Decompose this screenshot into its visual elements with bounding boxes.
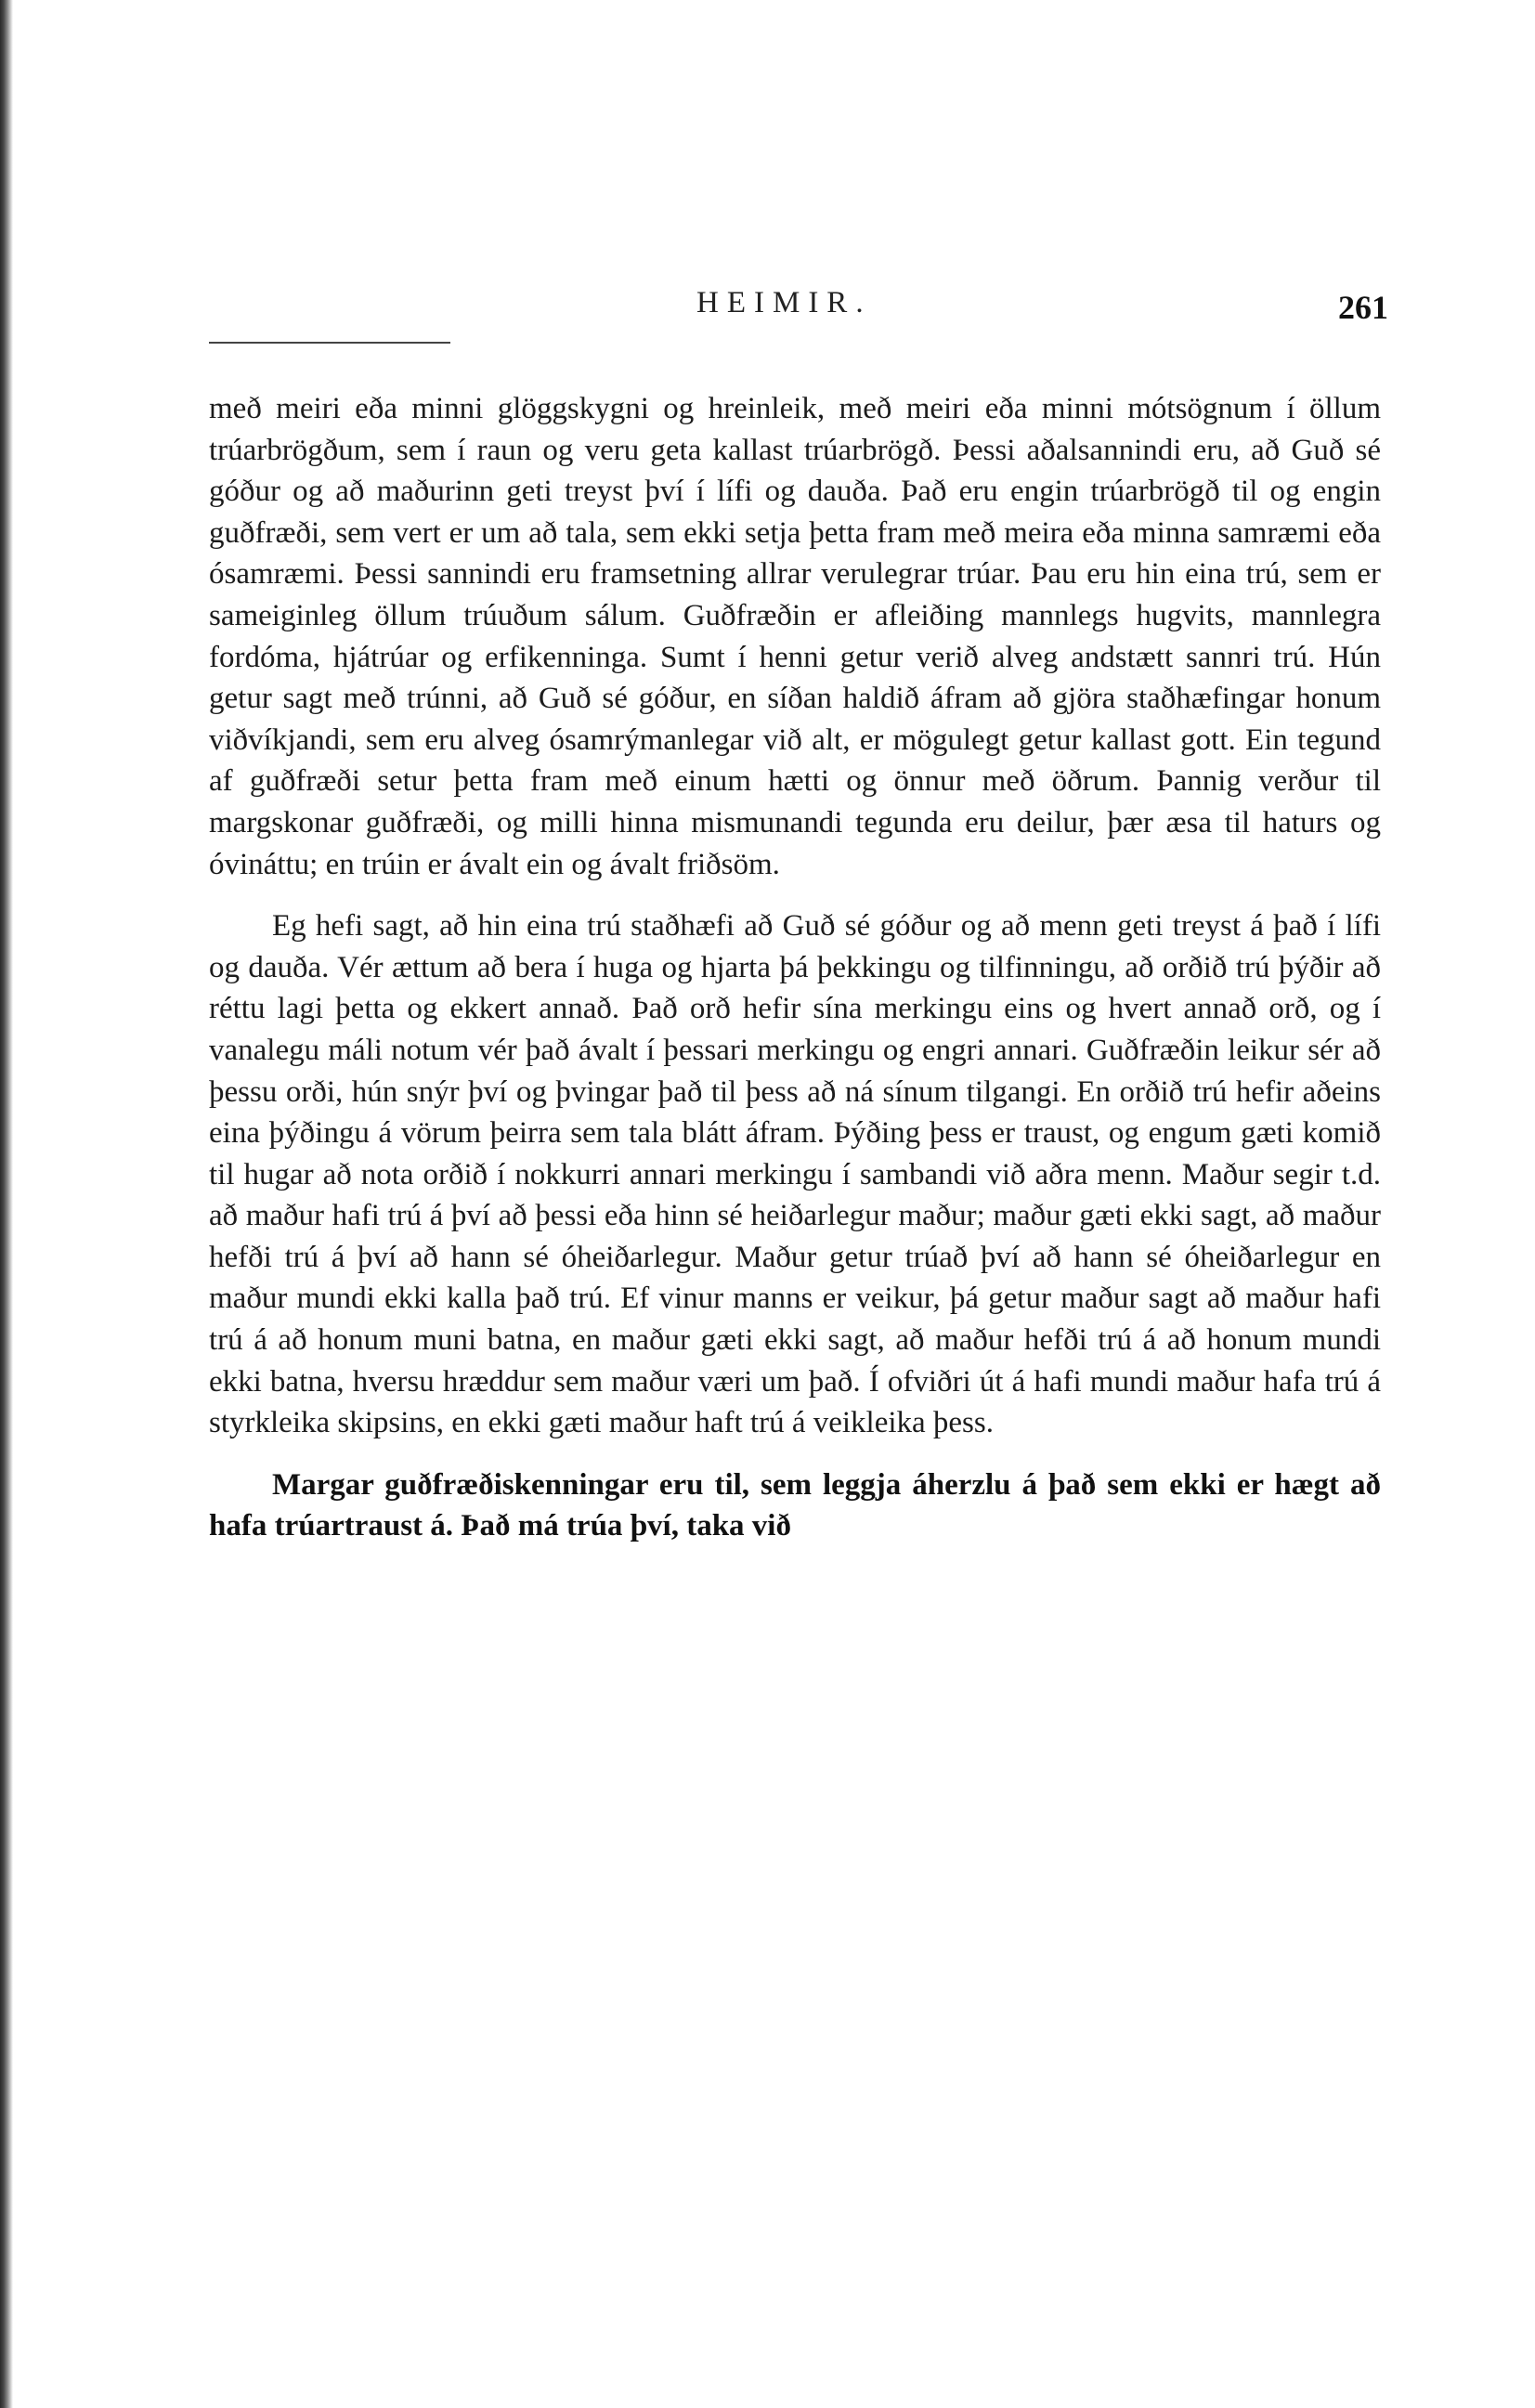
header-rule [209, 342, 450, 344]
body-text [209, 388, 1381, 1568]
running-head: HEIMIR. [696, 286, 872, 319]
book-binding-shadow [0, 0, 13, 2408]
paragraph-2: Eg hefi sagt, að hin eina trú staðhæfi að Guð sé góður og að menn geti treyst á það í lífi og dauða. Vér ættum að bera í huga og hjarta þá þekkingu og tilfinningu, að orðið trú þýðir að réttu lagi þetta og ekkert annað. Það orð hefir sína merkingu eins og hvert annað orð, og í vanalegu máli notum vér það ávalt í þessari merkingu og engri annari. Guðfræðin leikur sér að þessu orði, hún snýr því og þvingar það til þess að ná sínum tilgangi. En orðið trú hefir aðeins eina þýðingu á vörum þeirra sem tala blátt áfram. Þýðing þess er traust, og engum gæti komið til hugar að nota orðið í nokkurri annari merkingu í sambandi við aðra menn. Maður segir t.d. að maður hafi trú á því að þessi eða hinn sé heiðarlegur maður; maður gæti ekki sagt, að maður hefði trú á því að hann sé óheiðarlegur. Maður getur trúað því að hann sé óheiðarlegur en maður mundi ekki kalla það trú. Ef vinur manns er veikur, þá getur maður sagt að maður hafi trú á að honum muni batna, en maður gæti ekki sagt, að maður hefði trú á að honum mundi ekki batna, hversu hræddur sem maður væri um það. Í ofviðri út á hafi mundi maður hafa trú á styrkleika skipsins, en ekki gæti maður haft trú á veikleika þess. [209, 909, 1381, 1440]
paragraph-3: Margar guðfræðiskenningar eru til, sem leggja áherzlu á það sem ekki er hægt að hafa trúartraust á. Það má trúa því, taka við [209, 1467, 1381, 1543]
paragraph-1: með meiri eða minni glöggskygni og hreinleik, með meiri eða minni mótsögnum í öllum trúarbrögðum, sem í raun og veru geta kallast trúarbrögð. Þessi aðalsannindi eru, að Guð sé góður og að maðurinn geti treyst því í lífi og dauða. Það eru engin trúarbrögð til og engin guðfræði, sem vert er um að tala, sem ekki setja þetta fram með meira eða minna samræmi eða ósamræmi. Þessi sannindi eru framsetning allrar verulegrar trúar. Þau eru hin eina trú, sem er sameiginleg öllum trúuðum sálum. Guðfræðin er afleiðing mannlegs hugvits, mannlegra fordóma, hjátrúar og erfikenninga. Sumt í henni getur verið alveg andstætt sannri trú. Hún getur sagt með trúnni, að Guð sé góður, en síðan haldið áfram að gjöra staðhæfingar honum viðvíkjandi, sem eru alveg ósamrýmanlegar við alt, er mögulegt getur kallast gott. Ein tegund af guðfræði setur þetta fram með einum hætti og önnur með öðrum. Þannig verður til margskonar guðfræði, og milli hinna mismunandi tegunda eru deilur, þær æsa til haturs og óvináttu; en trúin er ávalt ein og ávalt friðsöm. [209, 392, 1381, 881]
page-number: 261 [1338, 289, 1388, 326]
page-header [209, 279, 1388, 334]
